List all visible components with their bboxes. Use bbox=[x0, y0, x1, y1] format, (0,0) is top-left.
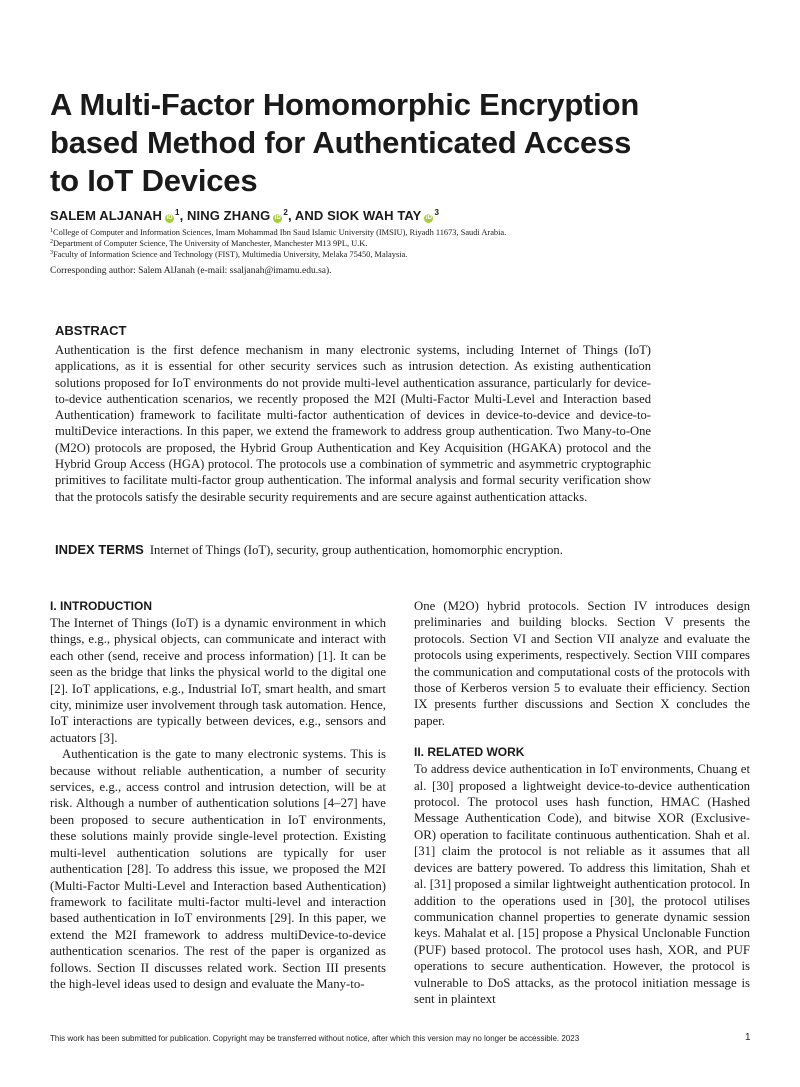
abstract-heading: ABSTRACT bbox=[55, 323, 127, 338]
title-line: based Method for Authenticated Access bbox=[50, 125, 632, 160]
affiliation-number: 3 bbox=[50, 250, 53, 256]
page-number: 1 bbox=[745, 1032, 751, 1043]
paper-title bbox=[50, 86, 690, 200]
section-heading: II. RELATED WORK bbox=[414, 745, 525, 760]
paragraph: To address device authentication in IoT environments, Chuang et al. [30] proposed a lightweight device-to-device authentication protocol. The protocol uses hash function, HMAC (Hashed Message Authentication Code), and bitwise XOR (Exclusive-OR) operation to facilitate continuous authentication. Shah et al. [31] claim the protocol is not reliable as it assumes that all devices are battery powered. To address this limitation, Shah et al. [31] proposed a similar lightweight authentication protocol. In addition to the operations used in [30], the protocol utilises communication channel properties to generate dynamic session keys. Mahalat et al. [15] propose a Physical Unclonable Function (PUF) based protocol. The protocol uses hash, XOR, and PUF operations to secure authentication. However, the protocol is vulnerable to DoS attacks, as the protocol initiation message is sent in plaintext bbox=[414, 762, 750, 1006]
affiliation-marker: 3 bbox=[434, 208, 440, 217]
index-terms-label: INDEX TERMS bbox=[55, 542, 144, 557]
title-line: to IoT Devices bbox=[50, 163, 258, 198]
right-column bbox=[414, 598, 750, 1007]
corresponding-author: Corresponding author: Salem AlJanah (e-mail: ssaljanah@imamu.edu.sa). bbox=[50, 266, 332, 276]
paragraph: Authentication is the gate to many electronic systems. This is because without reliable authentication, a number of security services, e.g., access control and intrusion detection, will be at risk. Although a number of authentication solutions [4–27] have been proposed to secure authentication in IoT environments, these solutions mainly provide single-level protection. Existing multi-level authentication solutions are typically for user authentication [28]. To address this issue, we proposed the M2I (Multi-Factor Multi-Level and Interaction based Authentication) framework to facilitate multi-factor multi-level and interaction based authentication in IoT environments [29]. In this paper, we extend the M2I framework to address multiDevice-to-device authentication scenarios. The rest of the paper is organized as follows. Section II discusses related work. Section III presents the high-level ideas used to design and evaluate the Many-to- bbox=[50, 747, 386, 991]
affiliation bbox=[50, 228, 506, 237]
section-gap bbox=[414, 729, 750, 744]
abstract-body: Authentication is the first defence mechanism in many electronic systems, including Internet of Things (IoT) applications, as it is essential for other security services such as intrusion detection. As existing authentication solutions proposed for IoT environments do not provide multi-level authentication assurance, particularly for device-to-device authentication scenarios, we recently proposed the M2I (Multi-Factor Multi-Level and Interaction based Authentication) framework to facilitate multi-factor authentication of devices in device-to-device and device-to-multiDevice interactions. In this paper, we extend the framework to address group authentication. Two Many-to-One (M2O) protocols are proposed, the Hybrid Group Authentication and Key Acquisition (HGAKA) protocol and the Hybrid Group Access (HGA) protocol. The protocols use a combination of symmetric and asymmetric cryptographic primitives to facilitate multi-factor group authentication. The informal analysis and formal security verification show that the protocols satisfy the desirable security requirements and are secure against authentication attacks. bbox=[55, 343, 651, 504]
author-name: SALEM ALJANAH bbox=[50, 208, 163, 223]
affiliation-number: 2 bbox=[50, 239, 53, 245]
section-heading: I. INTRODUCTION bbox=[50, 599, 152, 613]
affiliation-text: College of Computer and Information Sciences, Imam Mohammad Ibn Saud Islamic University (IMSIU), Riyadh 11673, Saudi Arabia. bbox=[53, 228, 507, 237]
affiliation bbox=[50, 239, 367, 248]
title-line: A Multi-Factor Homomorphic Encryption bbox=[50, 87, 640, 122]
author-list bbox=[50, 208, 439, 223]
orcid-icon[interactable]: iD bbox=[274, 215, 281, 221]
paragraph: The Internet of Things (IoT) is a dynamic environment in which things, e.g., physical objects, can communicate and interact with each other (send, receive and process information) [1]. It can be seen as the bridge that links the physical world to the digital one [2]. IoT applications, e.g., Industrial IoT, smart health, and smart city, minimize user involvement through task automation. Hence, IoT interactions are typically between devices, e.g., sensors and actuators [3]. bbox=[50, 616, 386, 745]
affiliation-marker: 2 bbox=[283, 208, 288, 217]
affiliation-number: 1 bbox=[50, 228, 53, 234]
affiliation-marker: 1 bbox=[175, 208, 180, 217]
author-name: SIOK WAH TAY bbox=[327, 208, 422, 223]
left-column bbox=[50, 598, 386, 992]
orcid-icon[interactable]: iD bbox=[425, 215, 433, 221]
affiliation-text: Faculty of Information Science and Technology (FIST), Multimedia University, Melaka 75450, Malaysia. bbox=[53, 250, 408, 259]
index-terms bbox=[55, 542, 563, 558]
author-separator: , AND bbox=[287, 208, 328, 223]
author-name: NING ZHANG bbox=[187, 208, 271, 223]
affiliation-text: Department of Computer Science, The University of Manchester, Manchester M13 9PL, U.K. bbox=[53, 239, 368, 248]
index-terms-text: Internet of Things (IoT), security, group authentication, homomorphic encryption. bbox=[149, 543, 563, 557]
footer-note: This work has been submitted for publication. Copyright may be transferred without notice, after which this version may no longer be accessible. 2023 bbox=[50, 1034, 580, 1043]
affiliation bbox=[50, 250, 407, 259]
orcid-icon[interactable]: iD bbox=[166, 215, 173, 221]
author-separator: , bbox=[179, 208, 188, 223]
paragraph-continued: One (M2O) hybrid protocols. Section IV introduces design preliminaries and building blocks. Section V presents the protocols. Section VI and Section VII analyze and evaluate the protocols using experiments, respectively. Section VIII compares the communication and computational costs of the protocols with those of Kerberos version 5 to evaluate their efficiency. Section IX presents further discussions and Section X concludes the paper. bbox=[414, 599, 750, 728]
